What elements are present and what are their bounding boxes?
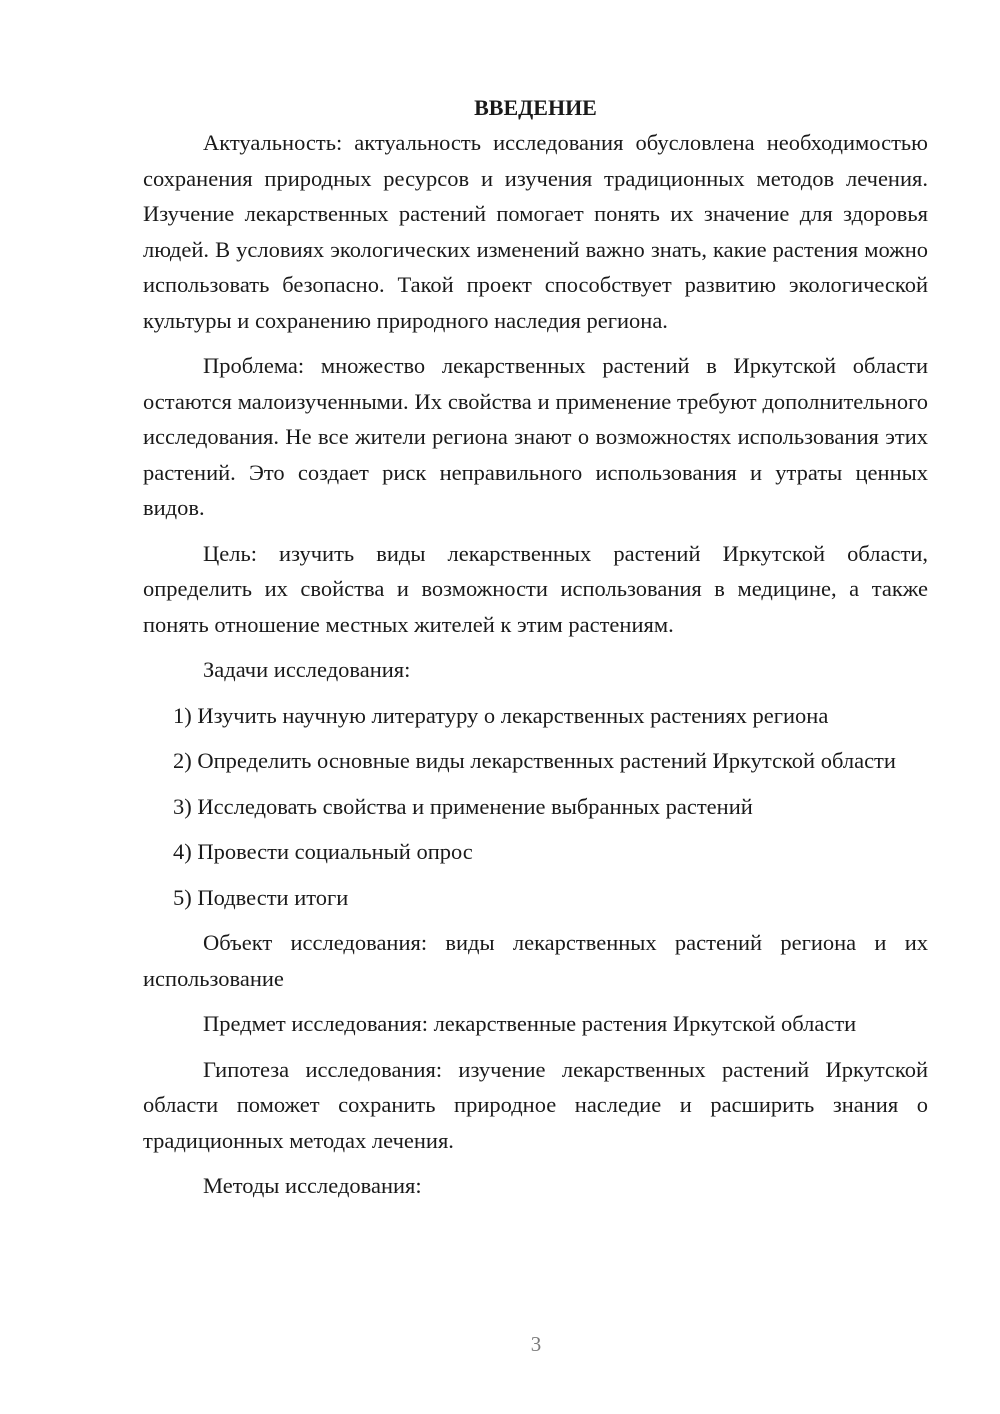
- object-paragraph: Объект исследования: виды лекарственных растений региона и их использование: [143, 930, 928, 991]
- task-item-2: 2) Определить основные виды лекарственных растений Иркутской области: [173, 748, 896, 773]
- task-item-4: 4) Провести социальный опрос: [173, 839, 473, 864]
- subject-paragraph: Предмет исследования: лекарственные растения Иркутской области: [203, 1011, 857, 1036]
- tasks-heading: Задачи исследования:: [203, 657, 411, 682]
- section-heading: ВВЕДЕНИЕ: [474, 95, 597, 120]
- hypothesis-paragraph: Гипотеза исследования: изучение лекарственных растений Иркутской области поможет сохранить природное наследие и расширить знания о традиционных методах лечения.: [143, 1056, 928, 1153]
- relevance-paragraph: Актуальность: актуальность исследования обусловлена необходимостью сохранения природных ресурсов и изучения традиционных методов лечения. Изучение лекарственных растений помогает понять их значение для здоровья людей. В условиях экологических изменений важно знать, какие растения можно использовать безопасно. Такой проект способствует развитию экологической культуры и сохранению природного наследия региона.: [143, 130, 928, 333]
- problem-paragraph: Проблема: множество лекарственных растений в Иркутской области остаются малоизученными. Их свойства и применение требуют дополнительного исследования. Не все жители региона знают о возможностях использования этих растений. Это создает риск неправильного использования и утраты ценных видов.: [143, 353, 928, 520]
- task-item-5: 5) Подвести итоги: [173, 884, 349, 910]
- goal-paragraph: Цель: изучить виды лекарственных растений Иркутской области, определить их свойства и возможности использования в медицине, а также понять отношение местных жителей к этим растениям.: [143, 540, 928, 637]
- task-item-3: 3) Исследовать свойства и применение выбранных растений: [173, 793, 753, 819]
- methods-heading: Методы исследования:: [203, 1173, 422, 1198]
- document-page: [143, 90, 928, 1214]
- page-number: 3: [530, 1332, 542, 1356]
- task-item-1: 1) Изучить научную литературу о лекарственных растениях региона: [173, 702, 829, 728]
